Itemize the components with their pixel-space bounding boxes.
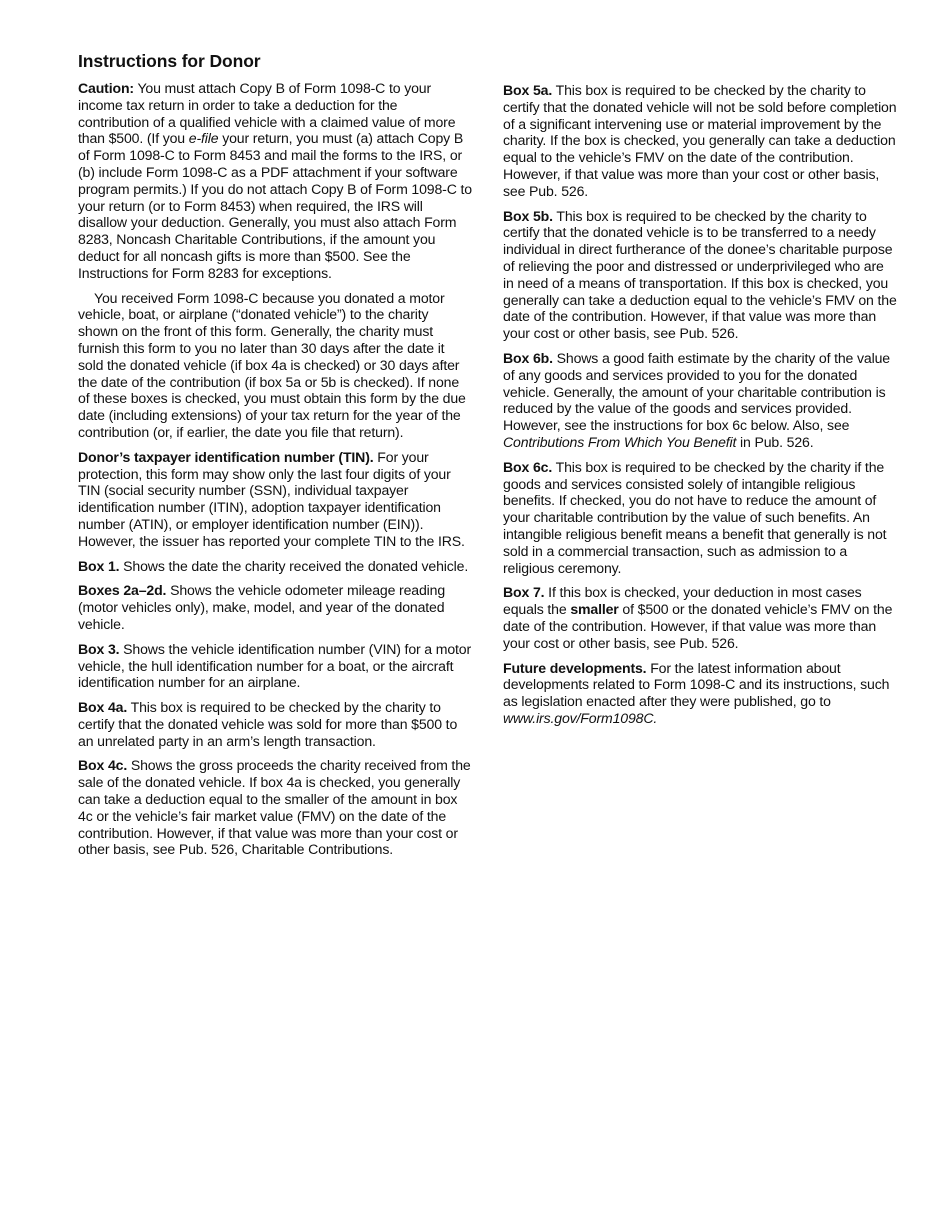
received-paragraph: You received Form 1098-C because you donated a motor vehicle, boat, or airplane (“donated vehicle”) to the charity shown on the front of this form. Generally, the charity must furnish this form to you no later than 30 days after the date it sold the donated vehicle (if box 4a is checked) or 30 days after the date of the contribution (if box 5a or 5b is checked). If none of these boxes is checked, you must obtain this form by the due date (including extensions) of your tax return for the year of the contribution (or, if earlier, the date you file that return).: [78, 289, 466, 440]
box5a-paragraph: [503, 82, 897, 200]
box1-lead: Box 1.: [78, 557, 120, 574]
box7-lead: Box 7.: [503, 584, 545, 601]
box2-text: Shows the vehicle odometer mileage reading (motor vehicles only), make, model, and year of the donated vehicle.: [78, 582, 446, 632]
box4a-text: This box is required to be checked by the charity to certify that the donated vehicle was sold for more than $500 to an unrelated party in an arm’s length transaction.: [78, 699, 458, 749]
box5a-lead: Box 5a.: [503, 82, 553, 98]
tin-text: For your protection, this form may show only the last four digits of your TIN (social security number (SSN), individual taxpayer identification number (ITIN), adoption taxpayer identification number (ATIN), or employer identification number (EIN)). However, the issuer has reported your complete TIN to the IRS.: [78, 448, 465, 549]
box3-lead: Box 3.: [78, 640, 120, 657]
caution-lead: Caution:: [78, 80, 134, 96]
box6c-text: This box is required to be checked by the charity if the goods and services consisted solely of intangible religious benefits. If checked, you do not have to reduce the amount of your charitable contribution by the value of such benefits. An intangible religious benefit means a benefit that generally is not sold in a commercial transaction, such as admission to a religious ceremony.: [503, 458, 887, 576]
pub-section-title: Contributions From Which You Benefit: [503, 433, 737, 450]
box4c-paragraph: [78, 757, 472, 858]
box2-lead: Boxes 2a–2d.: [78, 582, 167, 599]
box7-text-1: If this box is checked, your deduction in most cases equals the: [503, 584, 862, 618]
box3-paragraph: [78, 641, 472, 691]
box6c-lead: Box 6c.: [503, 458, 553, 475]
box1-paragraph: [78, 558, 472, 575]
future-developments-paragraph: [503, 660, 897, 727]
box6b-lead: Box 6b.: [503, 349, 553, 366]
left-column: [78, 80, 472, 866]
page-title: Instructions for Donor: [78, 51, 261, 71]
future-lead: Future developments.: [503, 659, 647, 676]
caution-paragraph: [78, 80, 472, 282]
box5b-paragraph: [503, 208, 897, 342]
tin-lead: Donor’s taxpayer identification number (TIN).: [78, 448, 374, 465]
box6c-paragraph: [503, 459, 897, 577]
box4a-paragraph: [78, 699, 472, 749]
caution-text-1: You must attach Copy B of Form 1098-C to your income tax return in order to take a deduction for the contribution of a qualified vehicle with a claimed value of more than $500. (If you: [78, 80, 456, 147]
efile-term: e-file: [188, 130, 219, 147]
caution-text-2: your return, you must (a) attach Copy B of Form 1098-C to Form 8453 and mail the forms to the IRS, or (b) include Form 1098-C as a PDF attachment if your software program permits.) If you do not attach Copy B of Form 1098-C to your return (or to Form 8453) when required, the IRS will disallow your deduction. Generally, you must also attach Form 8283, Noncash Charitable Contributions, if the amount you deduct for all noncash gifts is more than $500. See the Instructions for Form 8283 for exceptions.: [78, 130, 472, 281]
box4c-text: Shows the gross proceeds the charity received from the sale of the donated vehicle. If box 4a is checked, you generally can take a deduction equal to the smaller of the amount in box 4c or the vehicle’s fair market value (FMV) on the date of the contribution. However, if that value was more than your cost or other basis, see Pub. 526, Charitable Contributions.: [78, 757, 471, 858]
box2-paragraph: [78, 582, 472, 632]
box6b-text-1: Shows a good faith estimate by the charity of the value of any goods and services provided to you for the donated vehicle. Generally, the amount of your charitable contribution is reduced by the value of the goods and services provided. However, see the instructions for box 6c below. Also, see: [503, 349, 890, 434]
box5b-lead: Box 5b.: [503, 207, 553, 224]
box7-paragraph: [503, 584, 897, 651]
irs-form-link[interactable]: www.irs.gov/Form1098C.: [503, 709, 658, 726]
future-text: For the latest information about developments related to Form 1098-C and its instructions, such as legislation enacted after they were published, go to: [503, 659, 890, 710]
box6b-paragraph: [503, 350, 897, 451]
right-column: [503, 82, 897, 735]
box4a-lead: Box 4a.: [78, 699, 128, 716]
box7-text-2: of $500 or the donated vehicle’s FMV on the date of the contribution. However, if that value was more than your cost or other basis, see Pub. 526.: [503, 601, 893, 651]
box4c-lead: Box 4c.: [78, 757, 128, 774]
smaller-term: smaller: [570, 601, 619, 618]
box1-text: Shows the date the charity received the donated vehicle.: [119, 557, 469, 574]
box6b-text-2: in Pub. 526.: [736, 433, 814, 450]
box5b-text: This box is required to be checked by the charity to certify that the donated vehicle is to be transferred to a needy individual in direct furtherance of the donee’s charitable purpose of relieving the poor and distressed or underprivileged who are in need of a means of transportation. If this box is checked, you generally can take a deduction equal to the vehicle’s FMV on the date of the contribution. However, if that value was more than your cost or other basis, see Pub. 526.: [503, 207, 897, 342]
box5a-text: This box is required to be checked by the charity to certify that the donated vehicle will not be sold before completion of a significant intervening use or material improvement by the charity. If the box is checked, you generally can take a deduction equal to the vehicle’s FMV on the date of the contribution. However, if that value was more than your cost or other basis, see Pub. 526.: [503, 82, 897, 199]
tin-paragraph: [78, 449, 472, 550]
box3-text: Shows the vehicle identification number (VIN) for a motor vehicle, the hull identification number for a boat, or the aircraft identification number for an airplane.: [78, 640, 472, 691]
